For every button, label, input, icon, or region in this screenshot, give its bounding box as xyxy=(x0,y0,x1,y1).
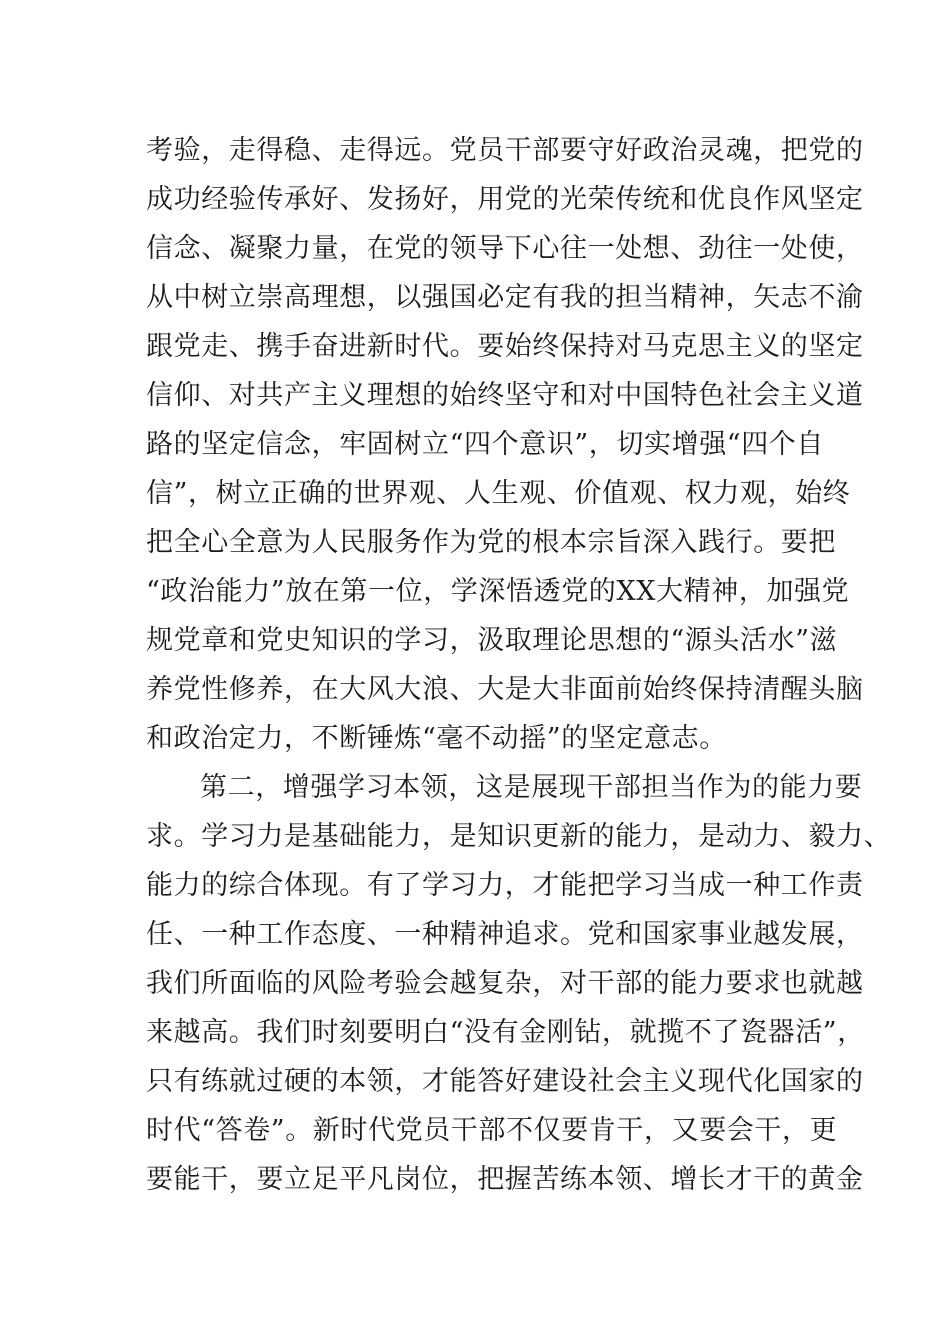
text-line: “政治能力”放在第一位，学深悟透党的XX大精神，加强党 xyxy=(146,576,850,607)
text-line: 求。学习力是基础能力，是知识更新的能力，是动力、毅力、 xyxy=(146,821,892,852)
text-line: 成功经验传承好、发扬好，用党的光荣传统和优良作风坚定 xyxy=(146,184,864,215)
text-line: 考验，走得稳、走得远。党员干部要守好政治灵魂，把党的 xyxy=(146,135,864,166)
text-line: 把全心全意为人民服务作为党的根本宗旨深入践行。要把 xyxy=(146,527,836,558)
text-line: 信念、凝聚力量，在党的领导下心往一处想、劲往一处使， xyxy=(146,233,864,264)
text-line: 我们所面临的风险考验会越复杂，对干部的能力要求也就越 xyxy=(146,968,864,999)
text-line: 要能干，要立足平凡岗位，把握苦练本领、增长才干的黄金 xyxy=(146,1164,864,1195)
text-line: 能力的综合体现。有了学习力，才能把学习当成一种工作责 xyxy=(146,870,864,901)
text-line: 和政治定力，不断锤炼“毫不动摇”的坚定意志。 xyxy=(146,723,727,754)
text-line: 规党章和党史知识的学习，汲取理论思想的“源头活水”滋 xyxy=(146,625,838,656)
text-line: 信仰、对共产主义理想的始终坚守和对中国特色社会主义道 xyxy=(146,380,864,411)
text-line: 从中树立崇高理想，以强国必定有我的担当精神，矢志不渝 xyxy=(146,282,864,313)
text-line: 只有练就过硬的本领，才能答好建设社会主义现代化国家的 xyxy=(146,1066,864,1097)
text-line: 任、一种工作态度、一种精神追求。党和国家事业越发展， xyxy=(146,919,864,950)
paragraph-first-line: 第二，增强学习本领，这是展现干部担当作为的能力要 xyxy=(200,772,863,803)
text-line: 时代“答卷”。新时代党员干部不仅要肯干，又要会干，更 xyxy=(146,1115,838,1146)
text-line: 养党性修养，在大风大浪、大是大非面前始终保持清醒头脑 xyxy=(146,674,864,705)
text-line: 来越高。我们时刻要明白“没有金刚钻，就揽不了瓷器活”， xyxy=(146,1017,865,1048)
text-line: 跟党走、携手奋进新时代。要始终保持对马克思主义的坚定 xyxy=(146,331,864,362)
text-line: 信”，树立正确的世界观、人生观、价值观、权力观，始终 xyxy=(146,478,851,509)
text-line: 路的坚定信念，牢固树立“四个意识”，切实增强“四个自 xyxy=(146,429,825,460)
